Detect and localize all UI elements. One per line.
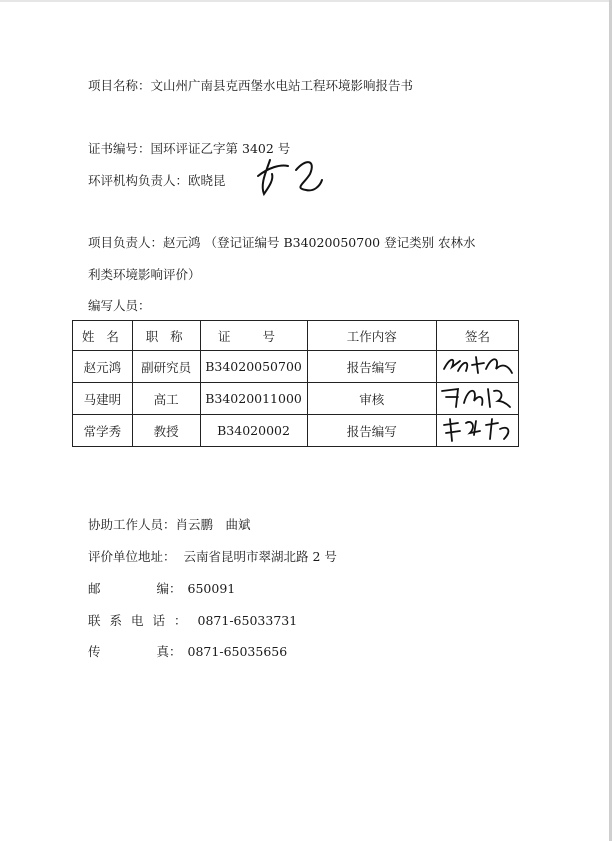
phone-label: 联系电话： — [88, 613, 196, 628]
fax-value: 0871-65035656 — [187, 644, 288, 659]
header-cert: 证 号 — [200, 321, 307, 351]
cell-signature — [436, 383, 518, 415]
assist-line — [88, 515, 251, 533]
assist-value: 肖云鹏 曲斌 — [175, 517, 251, 532]
cell-work: 报告编写 — [307, 415, 436, 447]
cell-signature — [436, 415, 518, 447]
staff-table-header — [73, 321, 519, 351]
institution-head-signature — [250, 150, 330, 200]
cell-cert: B34020050700 — [200, 351, 307, 383]
header-title: 职 称 — [132, 321, 200, 351]
institution-head-label: 环评机构负责人： — [88, 173, 189, 188]
header-signature: 签名 — [436, 321, 518, 351]
certificate-number-value: 国环评证乙字第 3402 号 — [150, 141, 291, 156]
cell-name: 赵元鸿 — [73, 351, 133, 383]
table-row — [73, 415, 519, 447]
table-row — [73, 351, 519, 383]
signature-row-3 — [438, 415, 516, 443]
scan-top-edge — [0, 0, 612, 2]
address-line — [88, 547, 337, 565]
fax-label-a: 传 — [88, 644, 101, 659]
fax-line — [88, 642, 287, 660]
cell-title: 副研究员 — [132, 351, 200, 383]
postcode-line — [88, 579, 235, 597]
cell-cert: B34020011000 — [200, 383, 307, 415]
postcode-label-a: 邮 — [88, 581, 101, 596]
assist-label: 协助工作人员： — [88, 517, 176, 532]
certificate-number-label: 证书编号： — [88, 141, 151, 156]
project-name-value: 文山州广南县克西堡水电站工程环境影响报告书 — [150, 78, 414, 93]
cell-name: 马建明 — [73, 383, 133, 415]
signature-row-1 — [438, 351, 516, 379]
address-label: 评价单位地址： — [88, 549, 176, 564]
project-name-line — [88, 76, 413, 94]
phone-line — [88, 611, 297, 629]
cell-work: 审核 — [307, 383, 436, 415]
cell-title: 高工 — [132, 383, 200, 415]
institution-head-line — [88, 171, 226, 189]
header-work: 工作内容 — [307, 321, 436, 351]
project-name-label: 项目名称： — [88, 78, 151, 93]
postcode-value: 650091 — [187, 581, 236, 596]
cell-title: 教授 — [132, 415, 200, 447]
fax-label-b: 真： — [156, 644, 182, 659]
cell-cert: B34020002 — [200, 415, 307, 447]
table-row — [73, 383, 519, 415]
phone-value: 0871-65033731 — [197, 613, 298, 628]
signature-row-2 — [438, 383, 516, 411]
cell-signature — [436, 351, 518, 383]
project-lead-line-2: 利类环境影响评价） — [88, 267, 201, 282]
cell-name: 常学秀 — [73, 415, 133, 447]
staff-label: 编写人员： — [88, 298, 151, 313]
project-lead-line-1: 项目负责人：赵元鸿 （登记证编号 B34020050700 登记类别 农林水 — [88, 235, 476, 250]
postcode-label-b: 编： — [156, 581, 182, 596]
cell-work: 报告编写 — [307, 351, 436, 383]
header-name: 姓 名 — [73, 321, 133, 351]
address-value: 云南省昆明市翠湖北路 2 号 — [183, 549, 337, 564]
staff-table — [72, 320, 519, 447]
institution-head-value: 欧晓昆 — [188, 173, 226, 188]
